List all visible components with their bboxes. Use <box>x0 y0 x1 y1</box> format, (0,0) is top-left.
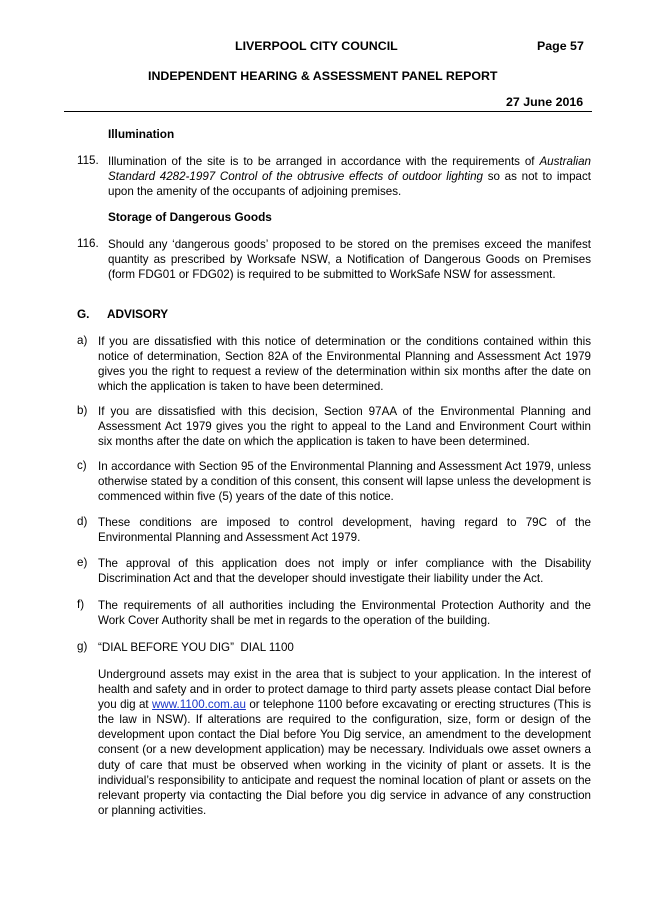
advisory-item-d: These conditions are imposed to control development, having regard to 79C of the Environmental Planning and Assessment Act 1979. <box>98 516 591 545</box>
condition-number-115: 115. <box>77 154 99 167</box>
advisory-heading: G. ADVISORY <box>77 307 169 321</box>
advisory-item-b: If you are dissatisfied with this decision, Section 97AA of the Environmental Planning and Assessment Act 1979 gives you the right to appeal to the Land and Environment Court within six months after the date on which the application is taken to have been determined. <box>98 405 591 449</box>
condition-number-116: 116. <box>77 237 99 250</box>
illumination-heading: Illumination <box>108 127 175 141</box>
advisory-item-c: In accordance with Section 95 of the Environmental Planning and Assessment Act 1979, unless otherwise stated by a condition of this consent, this consent will lapse unless the development is commenced within five (5) years of the date of this notice. <box>98 460 592 504</box>
advisory-item-g: “DIAL BEFORE YOU DIG” DIAL 1100 <box>98 641 294 654</box>
advisory-label-a: a) <box>77 334 88 347</box>
advisory-label-e: e) <box>77 556 88 569</box>
advisory-label-g: g) <box>77 640 88 653</box>
header-divider <box>64 111 592 112</box>
dial-before-you-dig-link[interactable]: www.1100.com.au <box>152 698 246 712</box>
condition-115-text: Illumination of the site is to be arranged in accordance with the requirements of Australian Standard 4282-1997 Control of the obtrusive effects of outdoor lighting so as not to impact upon the amenity of the occupants of adjoining premises. <box>108 155 592 199</box>
advisory-item-f: The requirements of all authorities including the Environmental Protection Authority and the Work Cover Authority shall be met in regards to the operation of the building. <box>98 599 591 628</box>
advisory-label-c: c) <box>77 459 87 472</box>
advisory-item-a: If you are dissatisfied with this notice of determination or the conditions contained within this notice of determination, Section 82A of the Environmental Planning and Assessment Act 1979 gives you the right to request a review of the determination within six months after the date on which the application is taken to have been determined. <box>98 335 591 394</box>
advisory-label-f: f) <box>77 598 85 611</box>
dangerous-goods-heading: Storage of Dangerous Goods <box>108 210 272 224</box>
condition-116-text: Should any ‘dangerous goods’ proposed to be stored on the premises exceed the manifest quantity as prescribed by Worksafe NSW, a Notification of Dangerous Goods on Premises (form FDG01 or FDG02) is required to be submitted to WorkSafe NSW for assessment. <box>108 238 591 282</box>
dial-before-you-dig-paragraph: Underground assets may exist in the area that is subject to your application. In the interest of health and safety and in order to protect damage to third party assets please contact Dial before you dig at www.1100.com.au or telephone 1100 before excavating or erecting structures (This is the law in NSW). If alterations are required to the configuration, size, form or design of the development upon contact the Dial before You Dig service, an amendment to the development consent (or a new development application) may be necessary. Individuals owe asset owners a duty of care that must be observed when working in the vicinity of plant or assets. It is the individual’s responsibility to anticipate and request the nominal location of plant or assets on the relevant property via contacting the Dial before you dig service in advance of any construction or planning activities. <box>98 668 591 817</box>
report-title: INDEPENDENT HEARING & ASSESSMENT PANEL REPORT <box>148 69 498 83</box>
report-date: 27 June 2016 <box>506 95 584 109</box>
page-number: Page 57 <box>537 39 584 53</box>
advisory-item-e: The approval of this application does not imply or infer compliance with the Disability Discrimination Act and that the developer should investigate their liability under the Act. <box>98 557 591 586</box>
advisory-label-b: b) <box>77 404 88 417</box>
council-name: LIVERPOOL CITY COUNCIL <box>235 39 398 53</box>
advisory-label-d: d) <box>77 515 88 528</box>
